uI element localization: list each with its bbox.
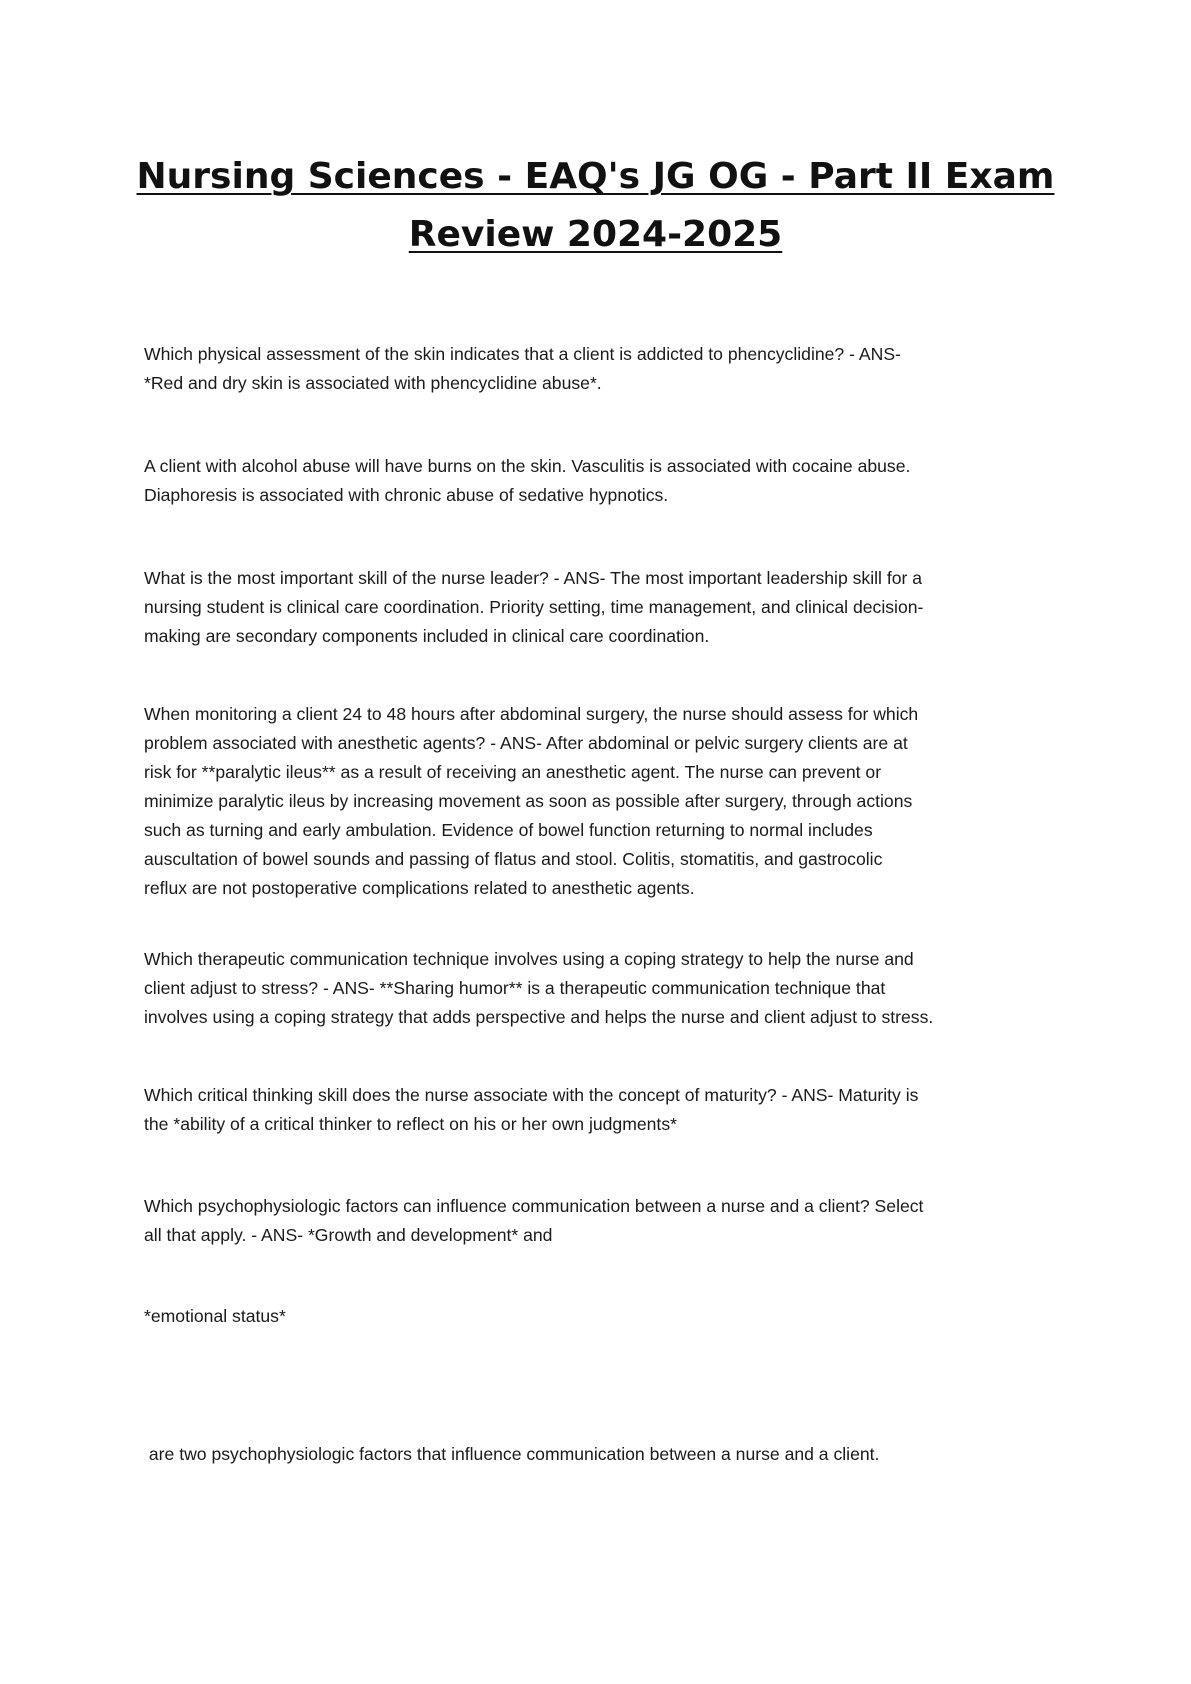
text-line: *Red and dry skin is associated with phencyclidine abuse*. <box>144 373 602 393</box>
text-line: Which therapeutic communication technique involves using a coping strategy to help the nurse and <box>144 949 914 969</box>
title-line-1: Nursing Sciences - EAQ's JG OG - Part II Exam <box>136 156 1055 197</box>
text-line: are two psychophysiologic factors that influence communication between a nurse and a client. <box>144 1444 880 1464</box>
text-line: minimize paralytic ileus by increasing movement as soon as possible after surgery, through actions <box>144 791 913 811</box>
paragraph-maturity-question <box>144 1081 1064 1139</box>
text-line: nursing student is clinical care coordination. Priority setting, time management, and clinical decision- <box>144 597 924 617</box>
text-line: When monitoring a client 24 to 48 hours after abdominal surgery, the nurse should assess for which <box>144 704 919 724</box>
text-line: risk for **paralytic ileus** as a result of receiving an anesthetic agent. The nurse can prevent or <box>144 762 882 782</box>
paragraph-nurse-leader-question <box>144 564 1064 651</box>
text-line: all that apply. - ANS- *Growth and development* and <box>144 1225 553 1245</box>
text-line: Diaphoresis is associated with chronic abuse of sedative hypnotics. <box>144 485 669 505</box>
text-line: making are secondary components included in clinical care coordination. <box>144 626 710 646</box>
paragraph-substance-abuse-signs <box>144 452 1064 510</box>
text-line: the *ability of a critical thinker to reflect on his or her own judgments* <box>144 1114 677 1134</box>
title-line-2: Review 2024-2025 <box>408 214 783 255</box>
text-line: Which psychophysiologic factors can influence communication between a nurse and a client? Select <box>144 1196 924 1216</box>
text-line: auscultation of bowel sounds and passing of flatus and stool. Colitis, stomatitis, and gastrocolic <box>144 849 883 869</box>
text-line: Which critical thinking skill does the nurse associate with the concept of maturity? - ANS- Maturity is <box>144 1085 919 1105</box>
document-title <box>120 148 1071 264</box>
text-line: client adjust to stress? - ANS- **Sharing humor** is a therapeutic communication technique that <box>144 978 886 998</box>
paragraph-psychophysiologic-conclusion <box>144 1382 1064 1527</box>
paragraph-emotional-status <box>144 1302 1064 1331</box>
paragraph-psychophysiologic-question <box>144 1192 1064 1250</box>
paragraph-phencyclidine-question <box>144 340 1064 398</box>
text-line: such as turning and early ambulation. Evidence of bowel function returning to normal includes <box>144 820 873 840</box>
text-line: A client with alcohol abuse will have burns on the skin. Vasculitis is associated with cocaine abuse. <box>144 456 911 476</box>
text-line: involves using a coping strategy that adds perspective and helps the nurse and client adjust to stress. <box>144 1007 934 1027</box>
text-line: reflux are not postoperative complications related to anesthetic agents. <box>144 878 695 898</box>
text-line: *emotional status* <box>144 1306 286 1326</box>
text-line: problem associated with anesthetic agents? - ANS- After abdominal or pelvic surgery clients are at <box>144 733 908 753</box>
text-line: Which physical assessment of the skin indicates that a client is addicted to phencyclidine? - ANS- <box>144 344 901 364</box>
paragraph-therapeutic-communication-question <box>144 945 1064 1032</box>
paragraph-abdominal-surgery-question <box>144 700 1064 903</box>
text-line: What is the most important skill of the nurse leader? - ANS- The most important leadership skill for a <box>144 568 923 588</box>
